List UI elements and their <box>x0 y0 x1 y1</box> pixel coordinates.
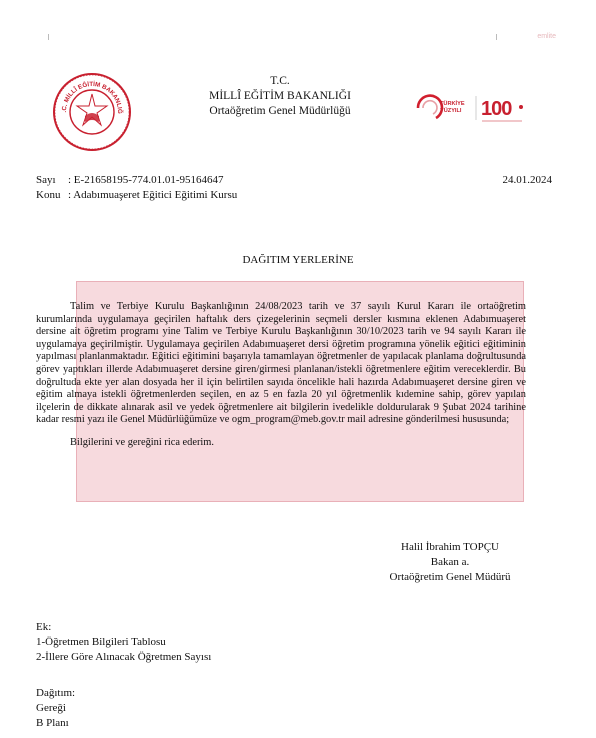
attachment-item: 2-İllere Göre Alınacak Öğretmen Sayısı <box>36 651 212 663</box>
konu-label: Konu <box>36 189 61 201</box>
subject-row <box>36 189 237 201</box>
logo-text-turkiye: TÜRKİYE <box>440 101 465 107</box>
distribution-label: Dağıtım: <box>36 687 76 699</box>
konu-value: : Adabımuaşeret Eğitici Eğitimi Kursu <box>68 189 238 201</box>
distribution-item: B Planı <box>36 717 69 729</box>
logo-text-100: 100 <box>481 98 512 120</box>
body-paragraph: Talim ve Terbiye Kurulu Başkanlığının 24/08/2023 tarih ve 37 sayılı Kurul Kararı ile ortaöğretim kurumlarında uygulamaya geçirilen haftalık ders çizegelerinin seçmeli dersler kısmına eklenen Adabımuaşeret dersine ait öğretim programı yine Talim ve Terbiye Kurulu Başkanlığının 30/10/2023 tarih ve 94 sayılı Kararı ile uygulamaya geçirilmiştir. Uygulamaya geçirilen Adabımuaşeret dersi öğretim programına yönelik eğitici eğitiminin yapılması planlanmaktadır. Eğitici eğitimini başarıyla tamamlayan öğretmenler de yapılacak planlama doğrultusunda görev yaptıkları illerde Adabımuaşeret dersine giren/girmesi planlanan/istekli öğretmenlere eğitim vereceklerdir. Bu doğrultuda ekte yer alan dosyada her il için belirtilen sayıda öncelikle hali hazırda Adabımuaşeret dersine giren ve eğitim almaya istekli öğretmenlerden seçilen, en az 5 en fazla 20 yıl öğretmenlik kıdemine sahip, görev yapılan ilçelerin de dikkate alınarak asil ve yedek öğretmenlere ait bilgilerin ivedelikle doldurularak 9 Şubat 2024 tarihine kadar resmi yazı ile Genel Müdürlüğümüze ve ogm_program@meb.gov.tr mail adresine gönderilmesi hususunda; <box>36 301 526 426</box>
closing-sentence: Bilgilerini ve gereğini rica ederim. <box>70 436 214 448</box>
signature-block <box>360 540 540 585</box>
signatory-name: Halil İbrahim TOPÇU <box>401 541 499 553</box>
ministry-seal-logo <box>52 72 132 152</box>
sayi-value: : E-21658195-774.01.01-95164647 <box>68 174 224 186</box>
signatory-title: Ortaöğretim Genel Müdürü <box>389 571 511 583</box>
margin-tick-left <box>48 34 49 40</box>
letter-body <box>36 301 526 450</box>
letterhead-line-directorate: Ortaöğretim Genel Müdürlüğü <box>209 105 351 117</box>
distribution-item: Gereği <box>36 702 66 714</box>
margin-tick-right <box>496 34 497 40</box>
letterhead <box>180 74 380 119</box>
recipient-heading: DAĞITIM YERLERİNE <box>242 254 354 266</box>
document-date: 24.01.2024 <box>502 174 552 186</box>
signatory-role: Bakan a. <box>430 556 470 568</box>
turkiye-yuzyili-logo <box>414 90 529 126</box>
svg-text:T.C. MİLLÎ EĞİTİM BAKANLIĞI: .C. MİLLÎ EĞİTİM BAKANLIĞ <box>60 80 124 114</box>
letterhead-line-ministry: MİLLÎ EĞİTİM BAKANLIĞI <box>209 90 351 102</box>
attachments-label: Ek: <box>36 621 52 633</box>
reference-number-row <box>36 174 224 186</box>
watermark-text: emlite <box>537 33 556 40</box>
sayi-label: Sayı <box>36 174 56 186</box>
distribution-block <box>36 686 75 731</box>
logo-text-yuzyili: YÜZYILI <box>440 108 462 114</box>
attachment-item: 1-Öğretmen Bilgileri Tablosu <box>36 636 166 648</box>
letterhead-line-tc: T.C. <box>270 75 290 87</box>
attachments-block <box>36 620 211 665</box>
